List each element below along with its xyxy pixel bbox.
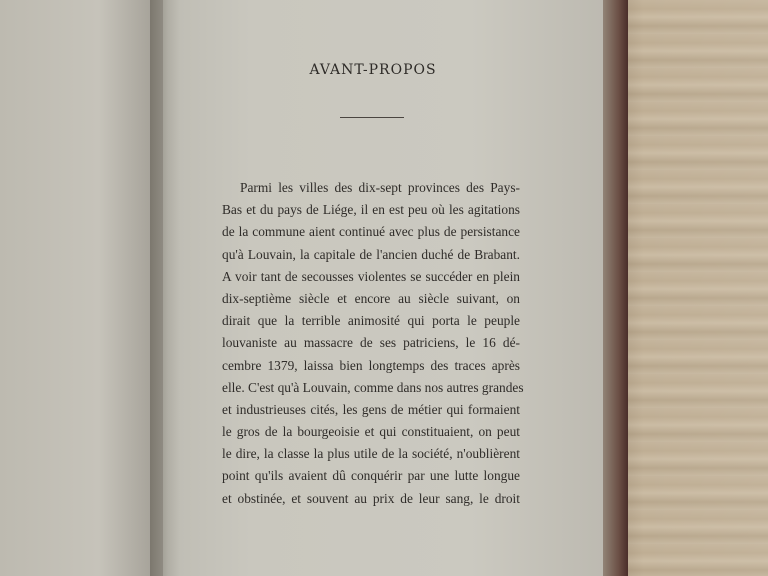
left-page (0, 0, 165, 576)
text-line: Parmi les villes des dix-sept provinces des Pays- (240, 180, 520, 195)
book-spine-shadow (150, 0, 180, 576)
page-body-text (222, 177, 524, 510)
text-line: le dire, la classe la plus utile de la société, n'oublièrent (222, 446, 520, 462)
text-line: et obstinée, et souvent au prix de leur sang, le droit (222, 490, 520, 506)
text-line: louvaniste au massacre de ses patriciens, le 16 dé- (222, 335, 520, 351)
text-line: dirait que la terrible animosité qui porta le peuple (222, 313, 520, 329)
text-line: elle. C'est qu'à Louvain, comme dans nos autres grandes (222, 379, 524, 395)
title-divider (340, 117, 404, 118)
text-line: point qu'ils avaient dû conquérir par une lutte longue (222, 468, 520, 484)
text-line: cembre 1379, laissa bien longtemps des traces après (222, 357, 520, 373)
page-title: AVANT-PROPOS (309, 62, 437, 78)
text-line: et industrieuses cités, les gens de métier qui formaient (222, 401, 520, 417)
text-line: de la commune aient continué avec plus de persistance (222, 224, 520, 240)
text-line: Bas et du pays de Liége, il en est peu où les agitations (222, 202, 520, 218)
text-line: dix-septième siècle et encore au siècle suivant, on (222, 290, 520, 306)
text-line: A voir tant de secousses violentes se succéder en plein (222, 268, 520, 284)
text-line: le gros de la bourgeoisie et qui constituaient, on peut (222, 424, 520, 440)
text-line: qu'à Louvain, la capitale de l'ancien duché de Brabant. (222, 246, 520, 262)
